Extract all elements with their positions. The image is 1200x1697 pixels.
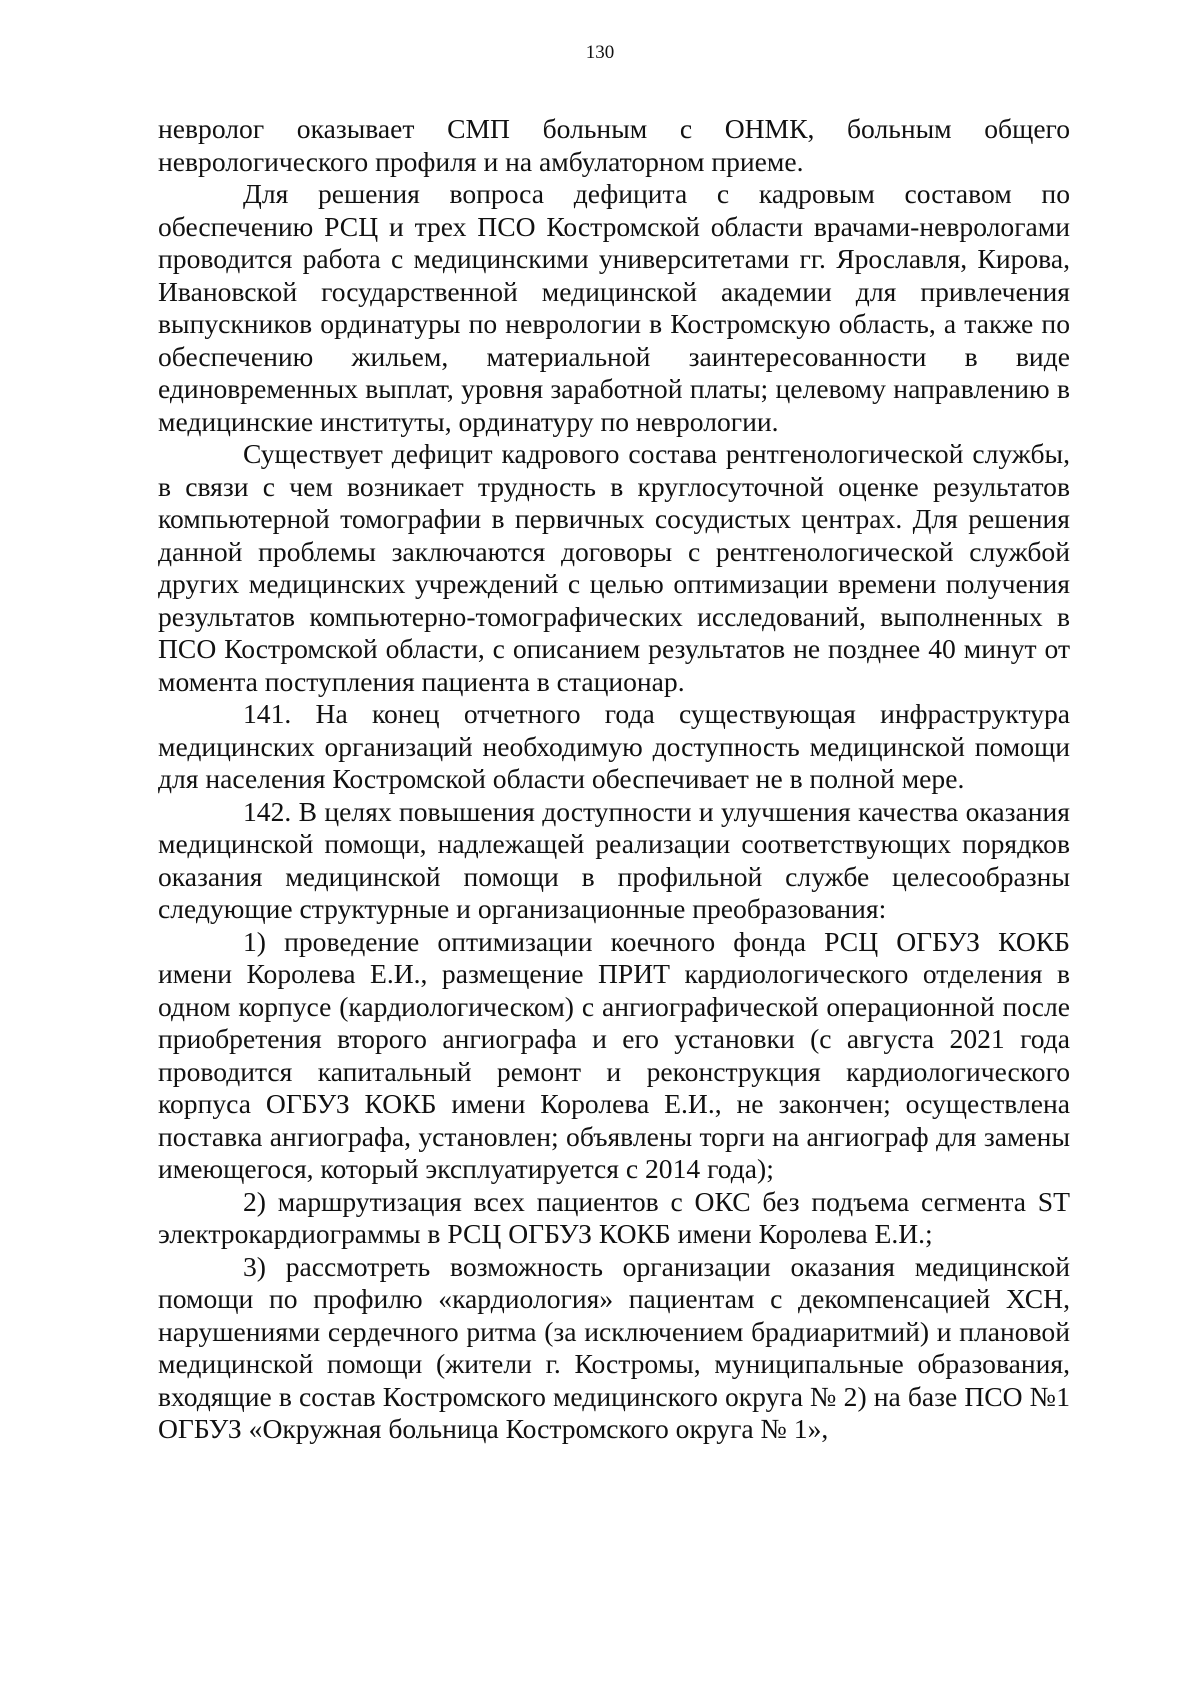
document-body [158, 113, 1070, 1446]
paragraph-continuation: невролог оказывает СМП больным с ОНМК, больным общего неврологического профиля и на амбулаторном приеме. [158, 113, 1070, 177]
page-number: 130 [585, 42, 615, 63]
paragraph-neurologist-staffing: Для решения вопроса дефицита с кадровым составом по обеспечению РСЦ и трех ПСО Костромской области врачами-неврологами проводится работа с медицинскими университетами гг. Ярославля, Кирова, Ивановской государственной медицинской академии для привлечения выпускников ординатуры по неврологии в Костромскую область, а также по обеспечению жильем, материальной заинтересованности в виде единовременных выплат, уровня заработной платы; целевому направлению в медицинские институты, ординатуру по неврологии. [158, 178, 1070, 437]
paragraph-142: 142. В целях повышения доступности и улучшения качества оказания медицинской помощи, надлежащей реализации соответствующих порядков оказания медицинской помощи в профильной службе целесообразны следующие структурные и организационные преобразования: [158, 795, 1070, 924]
paragraph-141: 141. На конец отчетного года существующая инфраструктура медицинских организаций необходимую доступность медицинской помощи для населения Костромской области обеспечивает не в полной мере. [158, 698, 1070, 794]
list-item-3: 3) рассмотреть возможность организации оказания медицинской помощи по профилю «кардиология» пациентам с декомпенсацией ХСН, нарушениями сердечного ритма (за исключением брадиаритмий) и плановой медицинской помощи (жители г. Костромы, муниципальные образования, входящие в состав Костромского медицинского округа № 2) на базе ПСО №1 ОГБУЗ «Окружная больница Костромского округа № 1», [158, 1250, 1070, 1444]
list-item-1: 1) проведение оптимизации коечного фонда РСЦ ОГБУЗ КОКБ имени Королева Е.И., размещение ПРИТ кардиологического отделения в одном корпусе (кардиологическом) с ангиографической операционной после приобретения второго ангиографа и его установки (с августа 2021 года проводится капитальный ремонт и реконструкция кардиологического корпуса ОГБУЗ КОКБ имени Королева Е.И., не закончен; осуществлена поставка ангиографа, установлен; объявлены торги на ангиограф для замены имеющегося, который эксплуатируется с 2014 года); [158, 925, 1070, 1184]
paragraph-radiology-staffing: Существует дефицит кадрового состава рентгенологической службы, в связи с чем возникает трудность в круглосуточной оценке результатов компьютерной томографии в первичных сосудистых центрах. Для решения данной проблемы заключаются договоры с рентгенологической службой других медицинских учреждений с целью оптимизации времени получения результатов компьютерно-томографических исследований, выполненных в ПСО Костромской области, с описанием результатов не позднее 40 минут от момента поступления пациента в стационар. [158, 438, 1070, 697]
list-item-2: 2) маршрутизация всех пациентов с ОКС без подъема сегмента ST электрокардиограммы в РСЦ ОГБУЗ КОКБ имени Королева Е.И.; [158, 1185, 1070, 1249]
